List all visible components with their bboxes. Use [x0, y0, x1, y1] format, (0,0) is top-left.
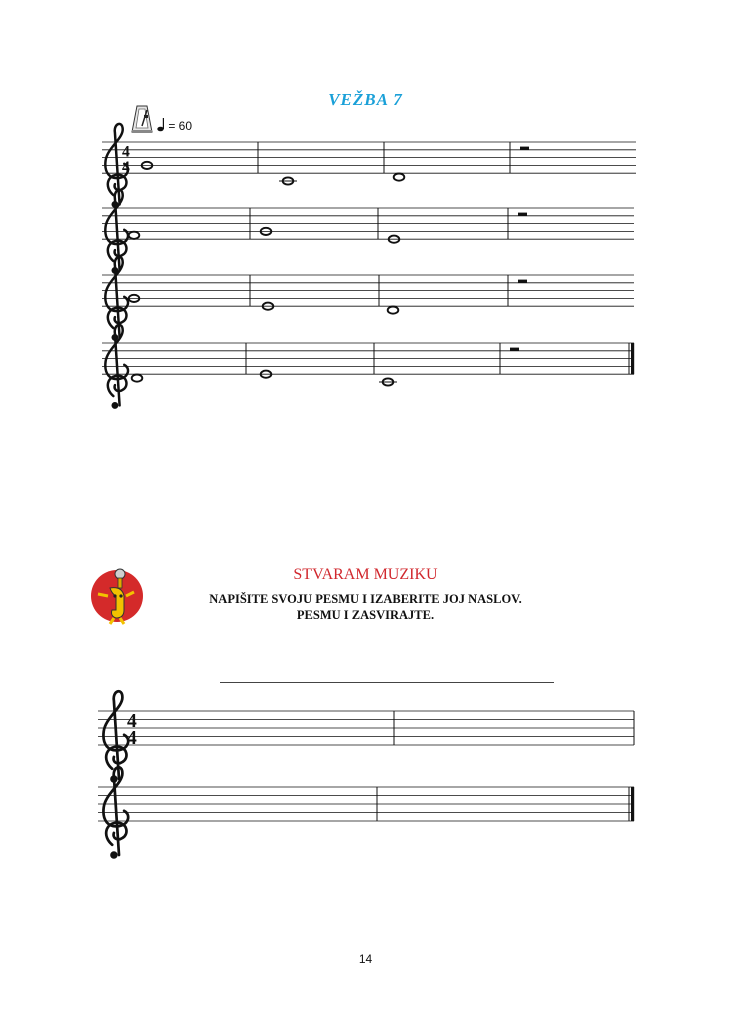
final-barline-thick [631, 787, 634, 821]
whole-note [129, 232, 140, 239]
tempo-value: = 60 [168, 119, 193, 133]
exercise-staff-1 [0, 142, 731, 182]
create-heading: STVARAM MUZIKU [293, 566, 438, 583]
instruction-line-2: PESMU I ZASVIRAJTE. [296, 608, 435, 622]
treble-clef-icon [103, 767, 128, 858]
half-rest [510, 348, 519, 351]
metronome-icon [130, 104, 154, 134]
time-signature-top: 4 [122, 143, 130, 161]
whole-note [132, 375, 143, 382]
final-barline-thick [631, 343, 634, 374]
time-signature-bottom: 4 [127, 728, 137, 749]
song-title-line[interactable] [220, 682, 554, 683]
tempo-marking [157, 118, 192, 133]
exercise-staff-4 [0, 343, 731, 383]
whole-note [394, 174, 405, 181]
exercise-staff-2 [0, 208, 731, 248]
page-number: 14 [358, 952, 373, 966]
half-rest [520, 147, 529, 150]
time-signature-top: 4 [127, 711, 137, 732]
create-instructions [0, 591, 731, 623]
time-signature-bottom: 4 [122, 159, 130, 177]
composition-staff-2[interactable] [0, 773, 731, 825]
exercise-staff-3 [0, 275, 731, 315]
exercise-title: VEŽBA 7 [328, 90, 403, 109]
half-rest [518, 280, 527, 283]
quarter-note-icon [157, 118, 165, 132]
instruction-line-1: NAPIŠITE SVOJU PESMU I IZABERITE JOJ NASLOV. [209, 592, 522, 606]
whole-note [388, 307, 399, 314]
composition-staff-1[interactable] [0, 697, 731, 749]
half-rest [518, 213, 527, 216]
